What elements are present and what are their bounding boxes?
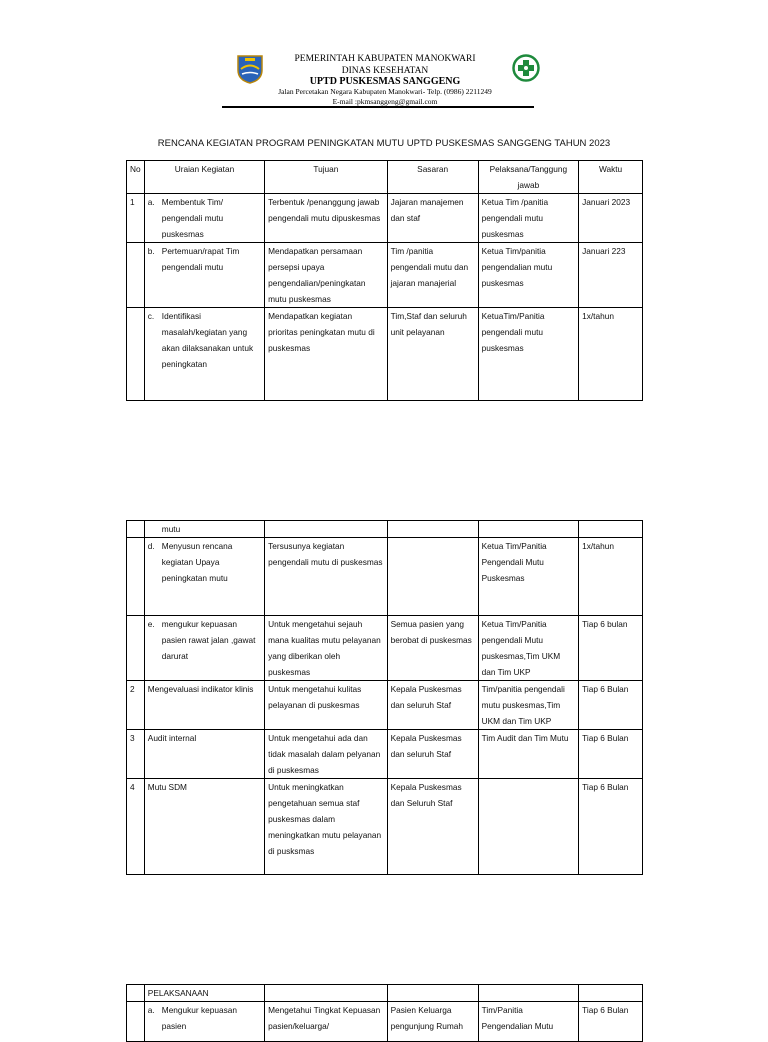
cell-sasaran: [387, 538, 478, 616]
cell-no: 4: [127, 779, 145, 875]
table-row: [127, 194, 643, 243]
cell-uraian: Mengevaluasi indikator klinis: [144, 681, 264, 730]
cell-pelaksana: Ketua Tim/Panitia Pengendali Mutu Puskesmas: [478, 538, 578, 616]
cell-uraian: [144, 1002, 264, 1042]
cell-no: [127, 243, 145, 308]
cell-sasaran: Semua pasien yang berobat di puskesmas: [387, 616, 478, 681]
cell-empty: [579, 985, 643, 1002]
cell-sasaran: Jajaran manajemen dan staf: [387, 194, 478, 243]
header-tujuan: Tujuan: [265, 161, 387, 194]
letterhead-department: DINAS KESEHATAN: [341, 66, 429, 76]
activity-table-page-2: [126, 520, 643, 875]
item-letter: e.: [147, 619, 155, 629]
cell-tujuan: Tersusunya kegiatan pengendali mutu di puskesmas: [265, 538, 387, 616]
cell-pelaksana: Ketua Tim/Panitia pengendali Mutu puskesmas,Tim UKM dan Tim UKP: [478, 616, 578, 681]
cell-tujuan: Terbentuk /penanggung jawab pengendali mutu dipuskesmas: [265, 194, 387, 243]
table-row: [127, 681, 643, 730]
item-letter: a.: [147, 1005, 155, 1015]
cell-pelaksana: Tim/Panitia Pengendalian Mutu: [478, 1002, 578, 1042]
letterhead-institution: UPTD PUSKESMAS SANGGENG: [309, 76, 461, 87]
cell-sasaran: Kepala Puskesmas dan seluruh Staf: [387, 730, 478, 779]
cell-uraian: [144, 308, 264, 401]
cell-tujuan: Untuk meningkatkan pengetahuan semua staf puskesmas dalam meningkatkan mutu pelayanan di pusksmas: [265, 779, 387, 875]
cell-waktu: [579, 521, 643, 538]
cell-waktu: Tiap 6 Bulan: [579, 1002, 643, 1042]
cell-pelaksana: KetuaTim/Panitia pengendali mutu puskesmas: [478, 308, 578, 401]
cell-sasaran: Kepala Puskesmas dan seluruh Staf: [387, 681, 478, 730]
activity-table-page-3: [126, 984, 643, 1042]
cell-tujuan: Mengetahui Tingkat Kepuasan pasien/keluarga/: [265, 1002, 387, 1042]
table-header-row: [127, 161, 643, 194]
header-uraian: Uraian Kegiatan: [144, 161, 264, 194]
item-letter: c.: [147, 311, 155, 321]
cell-tujuan: Untuk mengetahui kulitas pelayanan di puskesmas: [265, 681, 387, 730]
item-letter: b.: [147, 246, 155, 256]
cell-no: [127, 616, 145, 681]
header-sasaran: Sasaran: [387, 161, 478, 194]
section-label: PELAKSANAAN: [144, 985, 264, 1002]
document-title: RENCANA KEGIATAN PROGRAM PENINGKATAN MUTU UPTD PUSKESMAS SANGGENG TAHUN 2023: [157, 138, 611, 149]
table-row: [127, 730, 643, 779]
letterhead-divider: [222, 106, 534, 108]
cell-uraian: [144, 616, 264, 681]
activity-table-page-1: [126, 160, 643, 401]
letterhead-government: PEMERINTAH KABUPATEN MANOKWARI: [294, 54, 476, 64]
cell-pelaksana: Tim/panitia pengendali mutu puskesmas,Tim UKM dan Tim UKP: [478, 681, 578, 730]
cell-tujuan: [265, 521, 387, 538]
header-no: No: [127, 161, 145, 194]
item-letter: d.: [147, 541, 155, 551]
cell-pelaksana: [478, 521, 578, 538]
cell-tujuan: Untuk mengetahui ada dan tidak masalah dalam pelyanan di puskesmas: [265, 730, 387, 779]
letterhead-email: E-mail :pkmsanggeng@gmail.com: [332, 97, 438, 106]
item-text: mengukur kepuasan pasien rawat jalan ,gawat darurat: [161, 619, 256, 661]
cell-waktu: Tiap 6 bulan: [579, 616, 643, 681]
item-text: Menyusun rencana kegiatan Upaya peningkatan mutu: [161, 541, 233, 583]
item-text: mutu: [161, 524, 181, 534]
cell-no: [127, 308, 145, 401]
header-waktu: Waktu: [579, 161, 643, 194]
table-row: [127, 521, 643, 538]
cell-sasaran: Pasien Keluarga pengunjung Rumah: [387, 1002, 478, 1042]
cell-sasaran: [387, 521, 478, 538]
cell-uraian: Mutu SDM: [144, 779, 264, 875]
table-row: [127, 308, 643, 401]
cell-sasaran: Kepala Puskesmas dan Seluruh Staf: [387, 779, 478, 875]
table-row: [127, 538, 643, 616]
item-letter: [148, 521, 162, 537]
item-text: Membentuk Tim/ pengendali mutu puskesmas: [161, 197, 224, 239]
table-row: [127, 1002, 643, 1042]
cell-no: [127, 1002, 145, 1042]
cell-waktu: Tiap 6 Bulan: [579, 681, 643, 730]
cell-tujuan: Mendapatkan persamaan persepsi upaya pengendalian/peningkatan mutu puskesmas: [265, 243, 387, 308]
cell-empty: [387, 985, 478, 1002]
cell-uraian: Audit internal: [144, 730, 264, 779]
table-row: [127, 243, 643, 308]
letterhead-address: Jalan Percetakan Negara Kabupaten Manokwari- Telp. (0986) 2211249: [278, 87, 492, 96]
cell-tujuan: Mendapatkan kegiatan prioritas peningkatan mutu di puskesmas: [265, 308, 387, 401]
cell-sasaran: Tim /panitia pengendali mutu dan jajaran manajerial: [387, 243, 478, 308]
cell-waktu: Januari 2023: [579, 194, 643, 243]
cell-waktu: 1x/tahun: [579, 308, 643, 401]
item-letter: a.: [147, 197, 155, 207]
item-text: Mengukur kepuasan pasien: [161, 1005, 237, 1031]
cell-no: 1: [127, 194, 145, 243]
cell-uraian: [144, 243, 264, 308]
cell-uraian: [144, 538, 264, 616]
item-text: Pertemuan/rapat Tim pengendali mutu: [161, 246, 240, 272]
cell-no: [127, 521, 145, 538]
cell-pelaksana: Tim Audit dan Tim Mutu: [478, 730, 578, 779]
item-text: Identifikasi masalah/kegiatan yang akan dilaksanakan untuk peningkatan: [161, 311, 254, 369]
section-row: [127, 985, 643, 1002]
cell-sasaran: Tim,Staf dan seluruh unit pelayanan: [387, 308, 478, 401]
table-row: [127, 779, 643, 875]
cell-uraian: [144, 521, 264, 538]
header-pelaksana: Pelaksana/Tanggung jawab: [478, 161, 578, 194]
cell-waktu: Tiap 6 Bulan: [579, 730, 643, 779]
cell-no: 2: [127, 681, 145, 730]
cell-empty: [265, 985, 387, 1002]
cell-uraian: [144, 194, 264, 243]
table-row: [127, 616, 643, 681]
cell-waktu: Tiap 6 Bulan: [579, 779, 643, 875]
cell-pelaksana: [478, 779, 578, 875]
cell-no: [127, 985, 145, 1002]
cell-no: 3: [127, 730, 145, 779]
cell-waktu: Januari 223: [579, 243, 643, 308]
cell-waktu: 1x/tahun: [579, 538, 643, 616]
cell-empty: [478, 985, 578, 1002]
cell-pelaksana: Ketua Tim/panitia pengendalian mutu puskesmas: [478, 243, 578, 308]
cell-no: [127, 538, 145, 616]
cell-pelaksana: Ketua Tim /panitia pengendali mutu puskesmas: [478, 194, 578, 243]
cell-tujuan: Untuk mengetahui sejauh mana kualitas mutu pelayanan yang diberikan oleh puskesmas: [265, 616, 387, 681]
